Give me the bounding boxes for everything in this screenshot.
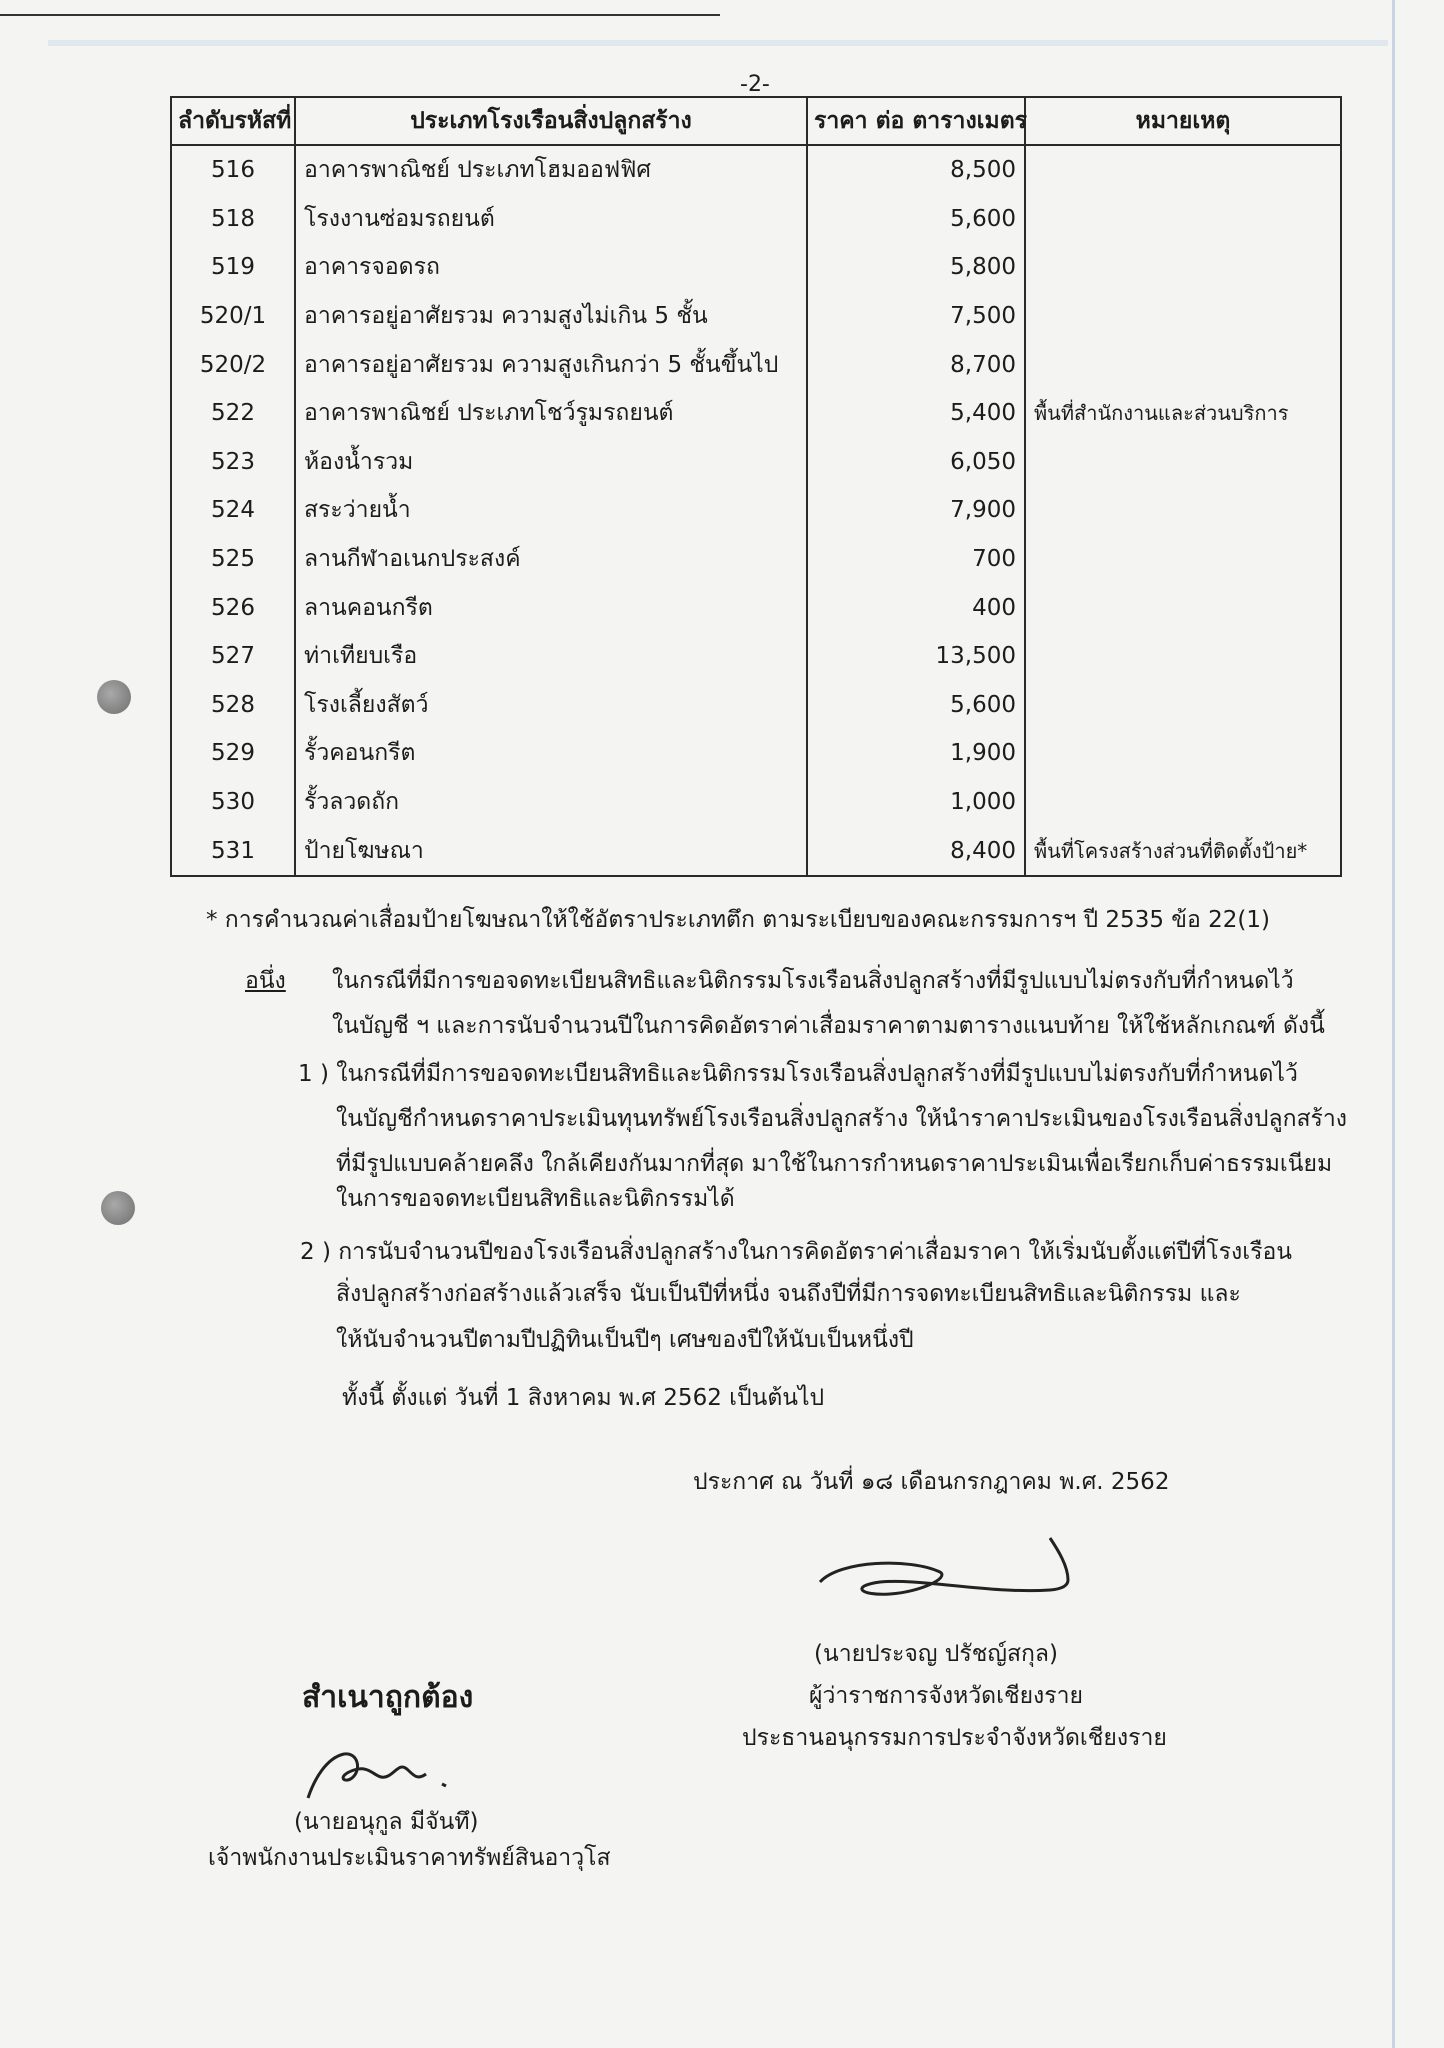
note-item1-line-1: 1 ) ในกรณีที่มีการขอจดทะเบียนสิทธิและนิติกรรมโรงเรือนสิ่งปลูกสร้างที่มีรูปแบบไม่ตรงกับที่กำหนดไว้ (298, 1061, 1298, 1087)
cell-type: อาคารพาณิชย์ ประเภทโฮมออฟฟิศ (295, 145, 807, 195)
table-row (171, 340, 1341, 389)
header-code: ลำดับรหัสที่ (171, 97, 295, 145)
cell-type: สระว่ายน้ำ (295, 486, 807, 535)
cell-remark (1025, 729, 1341, 778)
cell-remark (1025, 681, 1341, 730)
cell-price: 7,500 (807, 292, 1025, 341)
table-row (171, 195, 1341, 244)
header-remark: หมายเหตุ (1025, 97, 1341, 145)
cell-type: โรงเลี้ยงสัตว์ (295, 681, 807, 730)
note-item1-line-3: ที่มีรูปแบบคล้ายคลึง ใกล้เคียงกันมากที่สุด มาใช้ในการกำหนดราคาประเมินเพื่อเรียกเก็บค่าธรรมเนียม (336, 1151, 1333, 1177)
table-row (171, 438, 1341, 487)
cell-type: โรงงานซ่อมรถยนต์ (295, 195, 807, 244)
cell-type: รั้วลวดถัก (295, 778, 807, 827)
cell-remark (1025, 438, 1341, 487)
cell-remark (1025, 292, 1341, 341)
scan-edge-shade (48, 40, 1388, 46)
cell-remark (1025, 583, 1341, 632)
table-row (171, 535, 1341, 584)
table-row (171, 681, 1341, 730)
governor-signature (800, 1530, 1080, 1620)
cell-price: 1,900 (807, 729, 1025, 778)
cell-type: ป้ายโฆษณา (295, 826, 807, 876)
cell-remark: พื้นที่สำนักงานและส่วนบริการ (1025, 389, 1341, 438)
scan-edge-line (0, 14, 720, 16)
cell-code: 529 (171, 729, 295, 778)
cell-remark (1025, 243, 1341, 292)
note-line-2: ในบัญชี ฯ และการนับจำนวนปีในการคิดอัตราค่าเสื่อมราคาตามตารางแนบท้าย ให้ใช้หลักเกณฑ์ ดังนี้ (332, 1013, 1325, 1039)
footnote: * การคำนวณค่าเสื่อมป้ายโฆษณาให้ใช้อัตราประเภทตึก ตามระเบียบของคณะกรรมการฯ ปี 2535 ข้อ 22(1) (206, 907, 1270, 933)
cell-price: 7,900 (807, 486, 1025, 535)
header-type: ประเภทโรงเรือนสิ่งปลูกสร้าง (295, 97, 807, 145)
cell-code: 524 (171, 486, 295, 535)
cell-remark (1025, 195, 1341, 244)
effective-date: ทั้งนี้ ตั้งแต่ วันที่ 1 สิงหาคม พ.ศ 2562 เป็นต้นไป (342, 1385, 825, 1411)
cell-price: 8,500 (807, 145, 1025, 195)
note-line-1: ในกรณีที่มีการขอจดทะเบียนสิทธิและนิติกรรมโรงเรือนสิ่งปลูกสร้างที่มีรูปแบบไม่ตรงกับที่กำหนดไว้ (332, 968, 1294, 994)
table-row (171, 243, 1341, 292)
signer-title-2: ประธานอนุกรรมการประจำจังหวัดเชียงราย (742, 1725, 1167, 1751)
cell-remark (1025, 145, 1341, 195)
certifier-name: (นายอนุกูล มีจันทึ) (294, 1809, 479, 1835)
announcement-date: ประกาศ ณ วันที่ ๑๘ เดือนกรกฎาคม พ.ศ. 2562 (693, 1469, 1170, 1495)
cell-code: 526 (171, 583, 295, 632)
note-item2-line-3: ให้นับจำนวนปีตามปีปฏิทินเป็นปีๆ เศษของปีให้นับเป็นหนึ่งปี (336, 1327, 914, 1353)
cell-price: 8,400 (807, 826, 1025, 876)
cell-type: อาคารอยู่อาศัยรวม ความสูงไม่เกิน 5 ชั้น (295, 292, 807, 341)
cell-code: 518 (171, 195, 295, 244)
punch-hole-bottom (101, 1191, 135, 1225)
cell-type: ลานคอนกรีต (295, 583, 807, 632)
table-row (171, 729, 1341, 778)
certifier-signature (296, 1740, 466, 1810)
cell-type: อาคารจอดรถ (295, 243, 807, 292)
table-row (171, 826, 1341, 876)
cell-type: อาคารพาณิชย์ ประเภทโชว์รูมรถยนต์ (295, 389, 807, 438)
cell-remark (1025, 778, 1341, 827)
certifier-title: เจ้าพนักงานประเมินราคาทรัพย์สินอาวุโส (208, 1845, 611, 1871)
note-item1-line-4: ในการขอจดทะเบียนสิทธิและนิติกรรมได้ (336, 1186, 735, 1212)
note-label: อนึ่ง (245, 968, 286, 994)
cell-price: 5,800 (807, 243, 1025, 292)
table-row (171, 632, 1341, 681)
cell-code: 522 (171, 389, 295, 438)
punch-hole-top (97, 680, 131, 714)
cell-code: 528 (171, 681, 295, 730)
cell-remark (1025, 340, 1341, 389)
cell-code: 531 (171, 826, 295, 876)
signer-name: (นายประจญ ปรัชญ์สกุล) (814, 1641, 1058, 1667)
cell-remark (1025, 535, 1341, 584)
table-header-row (171, 97, 1341, 145)
cell-remark (1025, 486, 1341, 535)
cell-code: 520/2 (171, 340, 295, 389)
cell-remark: พื้นที่โครงสร้างส่วนที่ติดตั้งป้าย* (1025, 826, 1341, 876)
cell-type: ลานกีฬาอเนกประสงค์ (295, 535, 807, 584)
cell-type: ห้องน้ำรวม (295, 438, 807, 487)
note-item1-line-2: ในบัญชีกำหนดราคาประเมินทุนทรัพย์โรงเรือนสิ่งปลูกสร้าง ให้นำราคาประเมินของโรงเรือนสิ่งปลูกสร้าง (336, 1106, 1348, 1132)
cell-code: 516 (171, 145, 295, 195)
header-price: ราคา ต่อ ตารางเมตร (807, 97, 1025, 145)
cell-code: 527 (171, 632, 295, 681)
cell-type: รั้วคอนกรีต (295, 729, 807, 778)
cell-price: 5,600 (807, 195, 1025, 244)
table-row (171, 778, 1341, 827)
cell-price: 8,700 (807, 340, 1025, 389)
cell-type: ท่าเทียบเรือ (295, 632, 807, 681)
note-item2-line-1: 2 ) การนับจำนวนปีของโรงเรือนสิ่งปลูกสร้างในการคิดอัตราค่าเสื่อมราคา ให้เริ่มนับตั้งแต่ปีที่โรงเรือน (300, 1239, 1292, 1265)
table-row (171, 486, 1341, 535)
cell-code: 519 (171, 243, 295, 292)
table-row (171, 583, 1341, 632)
certified-heading: สำเนาถูกต้อง (302, 1680, 474, 1715)
cell-code: 520/1 (171, 292, 295, 341)
cell-price: 6,050 (807, 438, 1025, 487)
cell-price: 5,600 (807, 681, 1025, 730)
scan-right-edge (1392, 0, 1395, 2048)
cell-type: อาคารอยู่อาศัยรวม ความสูงเกินกว่า 5 ชั้นขึ้นไป (295, 340, 807, 389)
cell-price: 1,000 (807, 778, 1025, 827)
signer-title-1: ผู้ว่าราชการจังหวัดเชียงราย (809, 1683, 1084, 1709)
cell-price: 5,400 (807, 389, 1025, 438)
cell-code: 523 (171, 438, 295, 487)
cell-price: 700 (807, 535, 1025, 584)
note-item2-line-2: สิ่งปลูกสร้างก่อสร้างแล้วเสร็จ นับเป็นปีที่หนึ่ง จนถึงปีที่มีการจดทะเบียนสิทธิและนิติกรรม และ (336, 1281, 1241, 1307)
table-row (171, 292, 1341, 341)
table-row (171, 389, 1341, 438)
cell-remark (1025, 632, 1341, 681)
cell-price: 400 (807, 583, 1025, 632)
cell-code: 530 (171, 778, 295, 827)
building-price-table (170, 96, 1342, 877)
cell-price: 13,500 (807, 632, 1025, 681)
page-number: -2- (740, 72, 770, 97)
cell-code: 525 (171, 535, 295, 584)
table-row (171, 145, 1341, 195)
